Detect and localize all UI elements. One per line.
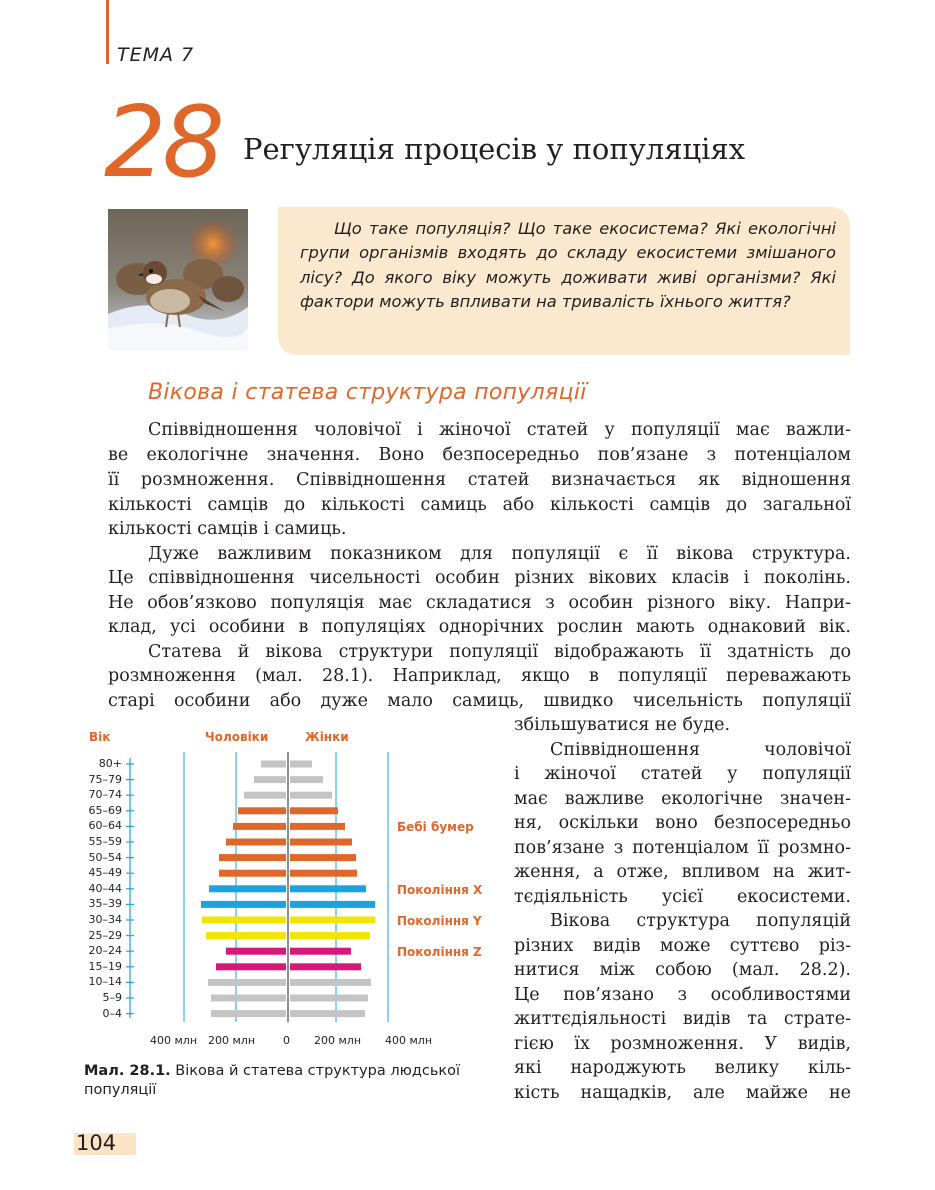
male-bar bbox=[226, 839, 286, 846]
side-line: Співвідношення чоловічої bbox=[550, 740, 851, 760]
male-bar bbox=[209, 885, 286, 892]
side-line: нитися між собою (мал. 28.2). bbox=[514, 960, 851, 980]
age-label: 30–34 bbox=[88, 913, 122, 926]
age-label: 5–9 bbox=[102, 991, 122, 1004]
female-bar bbox=[290, 854, 356, 861]
side-line: гією їх розмноження. У видів, bbox=[514, 1034, 851, 1054]
questions-text: Що таке популяція? Що таке екосистема? Які екологічні групи організмів входять до складу екосистеми змішаного лісу? До якого віку можуть доживати живі організми? Які фактори можуть впливати на тривалість їхнього життя? bbox=[300, 219, 836, 312]
section-title: Вікова і статева структура популяції bbox=[148, 380, 587, 405]
caption-text: Вікова й статева структура людської популяції bbox=[84, 1063, 461, 1098]
side-line: тєдіяльність усієї екосистеми. bbox=[514, 887, 851, 907]
female-bar bbox=[290, 948, 351, 955]
male-bar bbox=[238, 807, 286, 814]
age-label: 60–64 bbox=[88, 819, 122, 833]
body-line: кількості самців до кількості самиць або кількості самців до загальної bbox=[108, 495, 851, 515]
body-line: Не обов’язково популяція має складатися з особин різного віку. Напри- bbox=[108, 593, 851, 613]
side-line: має важливе екологічне значен- bbox=[514, 789, 851, 809]
female-bar bbox=[290, 839, 352, 846]
side-line: ня, оскільки воно безпосередньо bbox=[514, 813, 851, 833]
generation-label: Покоління Y bbox=[397, 914, 482, 928]
male-bar bbox=[219, 870, 286, 877]
age-label: 40–44 bbox=[88, 881, 122, 895]
generation-label: Покоління X bbox=[397, 882, 483, 897]
male-bar bbox=[201, 901, 286, 908]
age-label: 70–74 bbox=[88, 788, 122, 802]
female-bar bbox=[290, 885, 366, 892]
chapter-number: 28 bbox=[104, 86, 221, 200]
generation-label: Покоління Z bbox=[397, 945, 482, 960]
side-line: кість нащадків, але майже не bbox=[514, 1083, 851, 1103]
female-bar bbox=[290, 995, 368, 1002]
side-line: які народжують велику кіль- bbox=[514, 1058, 851, 1078]
topic-label: ТЕМА 7 bbox=[117, 44, 195, 66]
x-tick-label: 0 bbox=[283, 1034, 290, 1047]
female-bar bbox=[290, 823, 345, 830]
questions-box bbox=[278, 207, 850, 355]
female-bar bbox=[290, 932, 370, 939]
female-bar bbox=[290, 870, 357, 877]
male-bar bbox=[226, 948, 286, 955]
age-label: 55–59 bbox=[88, 835, 122, 848]
female-bar bbox=[290, 1010, 365, 1017]
side-line: збільшуватися не буде. bbox=[514, 715, 731, 735]
age-label: 10–14 bbox=[88, 975, 122, 989]
body-line: кількості самців і самиць. bbox=[108, 519, 347, 539]
male-bar bbox=[219, 854, 286, 861]
male-bar bbox=[254, 776, 286, 783]
body-line: Співвідношення чоловічої і жіночої статей у популяції має важли- bbox=[148, 420, 851, 440]
body-line: розмноження (мал. 28.1). Наприклад, якщо в популяції переважають bbox=[108, 666, 851, 686]
body-line: старі особини або дуже мало самиць, швидко чисельність популяції bbox=[108, 691, 851, 711]
side-line: пов’язане з потенціалом її розмно- bbox=[514, 838, 851, 858]
body-line: Статева й вікова структури популяції відображають її здатність до bbox=[148, 642, 851, 662]
topic-marker bbox=[106, 0, 109, 64]
male-bar bbox=[206, 932, 286, 939]
sparrows-photo bbox=[108, 209, 248, 350]
age-label: 50–54 bbox=[88, 850, 122, 864]
x-tick-label: 200 млн bbox=[314, 1034, 362, 1047]
legend-male: Чоловіки bbox=[205, 730, 269, 744]
side-line: життєдіяльності видів та страте- bbox=[514, 1009, 851, 1029]
male-bar bbox=[233, 823, 286, 830]
body-line: Дуже важливим показником для популяції є її вікова структура. bbox=[148, 544, 851, 564]
male-bar bbox=[244, 792, 286, 799]
male-bar bbox=[208, 979, 286, 986]
x-tick-label: 200 млн bbox=[208, 1034, 256, 1047]
female-bar bbox=[290, 807, 338, 814]
chapter-title: Регуляція процесів у популяціях bbox=[243, 132, 746, 166]
generation-label: Бебі бумер bbox=[397, 820, 474, 835]
legend-female: Жінки bbox=[305, 730, 349, 744]
x-tick-label: 400 млн bbox=[385, 1034, 433, 1047]
side-line: Це пов’язано з особливостями bbox=[514, 985, 851, 1005]
age-label: 35–39 bbox=[88, 897, 122, 911]
female-bar bbox=[290, 963, 361, 970]
male-bar bbox=[211, 995, 286, 1002]
age-label: 75–79 bbox=[88, 772, 122, 786]
male-bar bbox=[261, 761, 286, 768]
female-bar bbox=[290, 792, 332, 799]
male-bar bbox=[211, 1010, 286, 1017]
female-bar bbox=[290, 979, 371, 986]
age-label: 65–69 bbox=[88, 803, 122, 817]
age-label: 20–24 bbox=[88, 944, 122, 958]
female-bar bbox=[290, 901, 375, 908]
age-label: 0–4 bbox=[102, 1006, 122, 1020]
age-label: 45–49 bbox=[88, 866, 122, 880]
female-bar bbox=[290, 776, 323, 783]
body-line: її розмноження. Співвідношення статей визначається як відношення bbox=[108, 470, 851, 490]
caption-label: Мал. 28.1. bbox=[84, 1063, 171, 1079]
female-bar bbox=[290, 761, 312, 768]
side-line: різних видів може суттєво різ- bbox=[514, 936, 851, 956]
y-axis-title: Вік bbox=[89, 730, 111, 744]
side-line: Вікова структура популяцій bbox=[550, 911, 851, 931]
body-line: клад, усі особини в популяціях однорічних рослин мають однаковий вік. bbox=[108, 617, 851, 637]
age-label: 15–19 bbox=[88, 959, 122, 973]
side-line: і жіночої статей у популяції bbox=[514, 764, 851, 784]
x-tick-label: 400 млн bbox=[150, 1034, 198, 1047]
male-bar bbox=[216, 963, 286, 970]
age-label: 80+ bbox=[98, 757, 122, 770]
body-line: ве екологічне значення. Воно безпосередньо пов’язане з потенціалом bbox=[108, 445, 851, 465]
page-number: 104 bbox=[76, 1131, 117, 1155]
female-bar bbox=[290, 917, 375, 924]
male-bar bbox=[202, 917, 286, 924]
body-line: Це співвідношення чисельності особин різних вікових класів і поколінь. bbox=[108, 568, 851, 588]
side-line: ження, а отже, впливом на жит- bbox=[514, 862, 851, 882]
age-label: 25–29 bbox=[88, 928, 122, 942]
figure-caption bbox=[84, 1062, 484, 1100]
